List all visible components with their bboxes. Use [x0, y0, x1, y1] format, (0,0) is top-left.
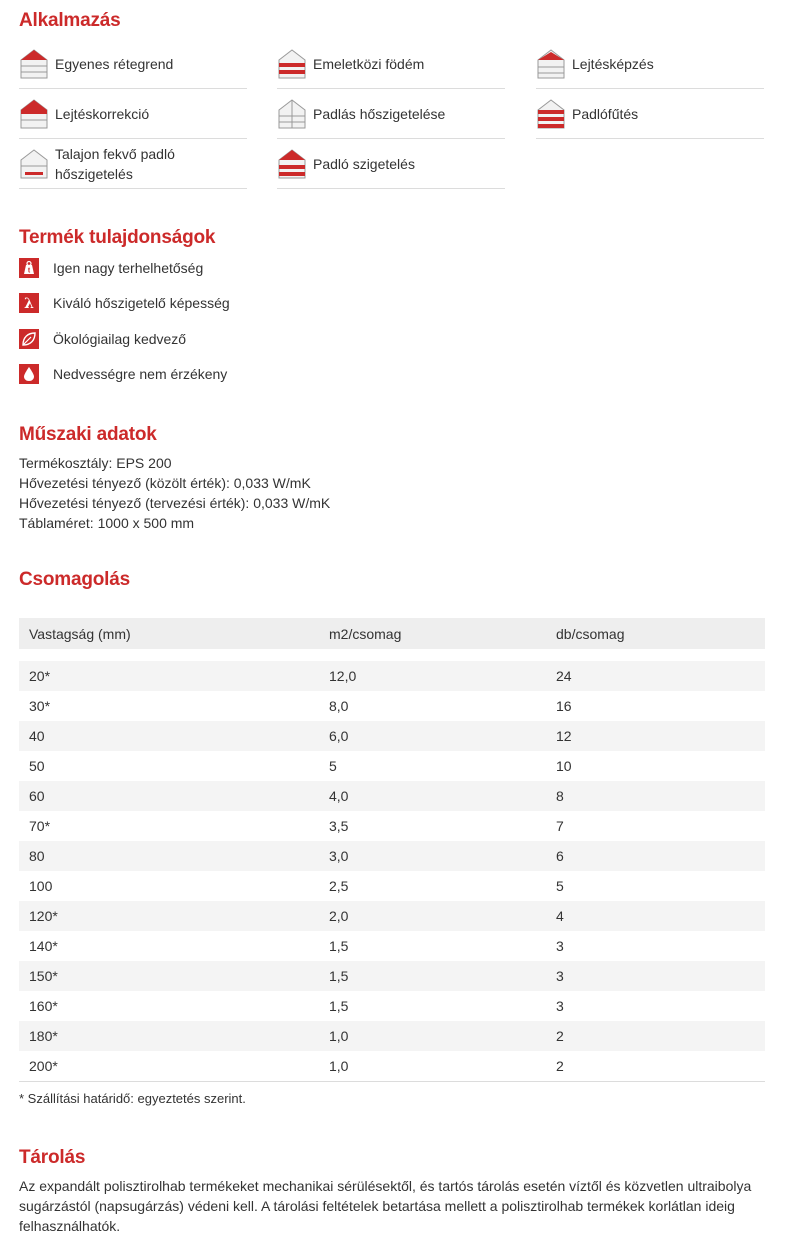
- application-heading: Alkalmazás: [19, 10, 121, 31]
- table-row: [19, 961, 765, 991]
- property-label: Igen nagy terhelhetőség: [53, 260, 204, 276]
- lambda-icon-glyph: λ: [24, 296, 34, 312]
- technical-data: [19, 453, 330, 533]
- weight-icon-glyph: t: [27, 267, 31, 275]
- table-cell: 30*: [29, 698, 51, 714]
- technical-line: Táblaméret: 1000 x 500 mm: [19, 515, 195, 531]
- table-cell: 1,5: [329, 938, 349, 954]
- properties-heading: Termék tulajdonságok: [19, 227, 216, 248]
- delivery-note: * Szállítási határidő: egyeztetés szerint.: [19, 1091, 246, 1106]
- application-item-label: Talajon fekvő padló hőszigetelés: [55, 146, 175, 182]
- house-floor-heating-icon: [536, 96, 566, 132]
- table-cell: 6: [546, 841, 765, 871]
- table-cell: 40: [19, 721, 319, 751]
- table-cell: 150*: [19, 961, 319, 991]
- table-cell: 5: [556, 878, 564, 894]
- house-flat-roof-icon: [19, 46, 49, 82]
- table-cell: 2,0: [319, 901, 546, 931]
- table-row: [19, 871, 765, 901]
- property-item: [19, 364, 227, 384]
- weight-icon: [19, 258, 39, 278]
- table-cell: 4: [546, 901, 765, 931]
- packaging-table: [19, 618, 765, 1082]
- application-item-label: Padlófűtés: [572, 106, 639, 122]
- table-cell: 2: [546, 1021, 765, 1051]
- column-header: m2/csomag: [319, 618, 546, 649]
- table-cell: 1,5: [329, 998, 349, 1014]
- table-cell: 1,5: [319, 961, 546, 991]
- house-ground-floor-icon: [19, 146, 49, 182]
- table-cell: 3: [556, 938, 564, 954]
- table-cell: 200*: [19, 1051, 319, 1082]
- table-cell: 24: [546, 661, 765, 691]
- table-row: [19, 781, 765, 811]
- property-label: Nedvességre nem érzékeny: [53, 366, 228, 382]
- house-floor-slab-icon: [277, 46, 307, 82]
- table-cell: 12: [546, 721, 765, 751]
- application-item[interactable]: [536, 90, 764, 139]
- table-cell: 10: [556, 758, 572, 774]
- table-cell: 3: [546, 961, 765, 991]
- house-floor-insulation-icon: [277, 146, 307, 182]
- table-cell: 60: [19, 781, 319, 811]
- table-row: [19, 721, 765, 751]
- application-item[interactable]: [536, 40, 764, 89]
- storage-heading: Tárolás: [19, 1147, 86, 1168]
- table-cell: 2: [546, 1051, 765, 1082]
- water-drop-icon: [19, 364, 39, 384]
- house-attic-icon: [277, 96, 307, 132]
- table-cell: 1,0: [319, 1051, 546, 1082]
- table-cell: 80: [19, 841, 319, 871]
- property-label: Ökológiailag kedvező: [53, 331, 187, 347]
- application-item[interactable]: [277, 140, 505, 189]
- table-row: [19, 811, 765, 841]
- property-item: [19, 258, 203, 278]
- table-row: [19, 991, 765, 1021]
- application-grid: [19, 40, 765, 230]
- lambda-icon: [19, 293, 39, 313]
- table-header-row: [19, 618, 765, 649]
- application-item-label: Padlás hőszigetelése: [313, 106, 446, 122]
- table-cell: 16: [556, 698, 572, 714]
- table-row: [19, 661, 765, 691]
- packaging-heading: Csomagolás: [19, 569, 130, 590]
- table-cell: 120*: [19, 901, 319, 931]
- technical-line: Hővezetési tényező (közölt érték): 0,033 W/mK: [19, 475, 311, 491]
- leaf-icon: [19, 329, 39, 349]
- application-item-label: Padló szigetelés: [313, 156, 415, 172]
- application-item[interactable]: [19, 90, 247, 139]
- table-cell: 3,0: [319, 841, 546, 871]
- table-cell: 20*: [19, 661, 319, 691]
- table-cell: 50: [29, 758, 45, 774]
- table-cell: 1,0: [319, 1021, 546, 1051]
- application-item[interactable]: [277, 40, 505, 89]
- table-cell: 4,0: [319, 781, 546, 811]
- property-label: Kiváló hőszigetelő képesség: [53, 295, 230, 311]
- technical-heading: Műszaki adatok: [19, 424, 157, 445]
- house-slope-correction-icon: [19, 96, 49, 132]
- table-cell: 140*: [29, 938, 58, 954]
- table-cell: 180*: [19, 1021, 319, 1051]
- table-row: [19, 691, 765, 721]
- table-cell: 2,5: [329, 878, 349, 894]
- application-item-label: Emeletközi födém: [313, 56, 425, 72]
- house-slope-icon: [536, 46, 566, 82]
- application-item-label: Egyenes rétegrend: [55, 56, 174, 72]
- technical-line: Hővezetési tényező (tervezési érték): 0,033 W/mK: [19, 495, 331, 511]
- table-cell: 70*: [29, 818, 51, 834]
- column-header: Vastagság (mm): [19, 618, 319, 649]
- application-item[interactable]: [19, 40, 247, 89]
- property-item: [19, 293, 230, 313]
- table-row: [19, 931, 765, 961]
- table-cell: 3,5: [329, 818, 349, 834]
- table-cell: 6,0: [319, 721, 546, 751]
- property-item: [19, 329, 186, 349]
- table-row: [19, 751, 765, 781]
- table-cell: 8: [546, 781, 765, 811]
- table-cell: 12,0: [319, 661, 546, 691]
- table-cell: 100: [29, 878, 53, 894]
- column-header: db/csomag: [546, 618, 765, 649]
- table-row: [19, 1021, 765, 1051]
- table-row: [19, 901, 765, 931]
- table-row: [19, 1051, 765, 1082]
- application-item-label: Lejtéskorrekció: [55, 106, 150, 122]
- table-cell: 3: [556, 998, 564, 1014]
- application-item-label: Lejtésképzés: [572, 56, 654, 72]
- table-cell: 7: [556, 818, 564, 834]
- table-cell: 8,0: [329, 698, 349, 714]
- application-item[interactable]: [277, 90, 505, 139]
- technical-line: Termékosztály: EPS 200: [19, 455, 172, 471]
- table-cell: 5: [329, 758, 337, 774]
- storage-text: Az expandált polisztirolhab termékeket mechanikai sérülésektől, és tartós tárolás esetén víztől és közvetlen ultraibolya sugárzástól (napsugárzás) védeni kell. A tárolási feltételek betartása mellett a polisztirolhab termékek korlátlan ideig felhasználhatók.: [19, 1178, 752, 1234]
- application-item[interactable]: [19, 140, 247, 189]
- table-cell: 160*: [29, 998, 58, 1014]
- table-row: [19, 841, 765, 871]
